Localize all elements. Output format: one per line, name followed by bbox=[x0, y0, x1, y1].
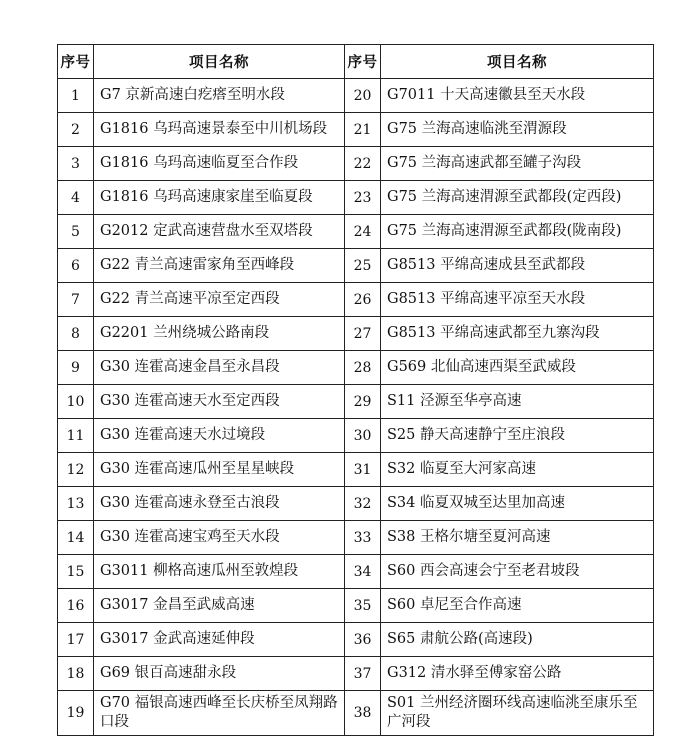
project-name-left: G2012 定武高速营盘水至双塔段 bbox=[94, 215, 345, 249]
row-number-right: 36 bbox=[345, 623, 381, 657]
row-number-left: 11 bbox=[58, 419, 94, 453]
table-row bbox=[58, 453, 654, 487]
row-number-right: 20 bbox=[345, 79, 381, 113]
row-number-left: 8 bbox=[58, 317, 94, 351]
table-row bbox=[58, 215, 654, 249]
row-number-left: 1 bbox=[58, 79, 94, 113]
row-number-left: 12 bbox=[58, 453, 94, 487]
row-number-right: 32 bbox=[345, 487, 381, 521]
project-name-right: S25 静天高速静宁至庄浪段 bbox=[381, 419, 654, 453]
project-name-left: G30 连霍高速天水过境段 bbox=[94, 419, 345, 453]
header-name-left: 项目名称 bbox=[94, 45, 345, 79]
project-name-right: G7011 十天高速徽县至天水段 bbox=[381, 79, 654, 113]
table-row bbox=[58, 79, 654, 113]
project-name-left: G2201 兰州绕城公路南段 bbox=[94, 317, 345, 351]
project-name-left: G1816 乌玛高速景泰至中川机场段 bbox=[94, 113, 345, 147]
table-row bbox=[58, 691, 654, 736]
row-number-right: 33 bbox=[345, 521, 381, 555]
table-row bbox=[58, 317, 654, 351]
project-name-right: S60 西会高速会宁至老君坡段 bbox=[381, 555, 654, 589]
row-number-left: 19 bbox=[58, 691, 94, 736]
project-name-right: S38 王格尔塘至夏河高速 bbox=[381, 521, 654, 555]
row-number-left: 3 bbox=[58, 147, 94, 181]
row-number-right: 28 bbox=[345, 351, 381, 385]
table-row bbox=[58, 487, 654, 521]
table-row bbox=[58, 283, 654, 317]
row-number-left: 10 bbox=[58, 385, 94, 419]
table-row bbox=[58, 249, 654, 283]
row-number-left: 6 bbox=[58, 249, 94, 283]
row-number-right: 29 bbox=[345, 385, 381, 419]
header-seq-left: 序号 bbox=[58, 45, 94, 79]
project-name-left: G70 福银高速西峰至长庆桥至凤翔路口段 bbox=[94, 691, 345, 736]
project-name-right: S34 临夏双城至达里加高速 bbox=[381, 487, 654, 521]
row-number-right: 30 bbox=[345, 419, 381, 453]
header-seq-right: 序号 bbox=[345, 45, 381, 79]
project-name-left: G30 连霍高速金昌至永昌段 bbox=[94, 351, 345, 385]
row-number-right: 37 bbox=[345, 657, 381, 691]
header-name-right: 项目名称 bbox=[381, 45, 654, 79]
table-row bbox=[58, 623, 654, 657]
row-number-right: 27 bbox=[345, 317, 381, 351]
row-number-right: 21 bbox=[345, 113, 381, 147]
row-number-left: 5 bbox=[58, 215, 94, 249]
project-name-right: G75 兰海高速渭源至武都段(陇南段) bbox=[381, 215, 654, 249]
row-number-left: 16 bbox=[58, 589, 94, 623]
project-name-right: G8513 平绵高速成县至武都段 bbox=[381, 249, 654, 283]
table-row bbox=[58, 589, 654, 623]
project-list-table bbox=[57, 44, 654, 736]
row-number-left: 17 bbox=[58, 623, 94, 657]
project-name-right: G312 清水驿至傅家窑公路 bbox=[381, 657, 654, 691]
table-body bbox=[58, 79, 654, 736]
project-name-left: G3011 柳格高速瓜州至敦煌段 bbox=[94, 555, 345, 589]
project-name-right: G569 北仙高速西渠至武威段 bbox=[381, 351, 654, 385]
project-name-left: G1816 乌玛高速康家崖至临夏段 bbox=[94, 181, 345, 215]
table-row bbox=[58, 657, 654, 691]
row-number-left: 13 bbox=[58, 487, 94, 521]
table-row bbox=[58, 147, 654, 181]
row-number-right: 22 bbox=[345, 147, 381, 181]
table-row bbox=[58, 385, 654, 419]
row-number-left: 18 bbox=[58, 657, 94, 691]
row-number-left: 2 bbox=[58, 113, 94, 147]
project-name-left: G1816 乌玛高速临夏至合作段 bbox=[94, 147, 345, 181]
table-row bbox=[58, 419, 654, 453]
row-number-right: 35 bbox=[345, 589, 381, 623]
project-name-right: S60 卓尼至合作高速 bbox=[381, 589, 654, 623]
project-name-left: G30 连霍高速宝鸡至天水段 bbox=[94, 521, 345, 555]
row-number-left: 4 bbox=[58, 181, 94, 215]
row-number-right: 38 bbox=[345, 691, 381, 736]
table-row bbox=[58, 555, 654, 589]
project-name-left: G30 连霍高速永登至古浪段 bbox=[94, 487, 345, 521]
table-row bbox=[58, 113, 654, 147]
project-name-left: G3017 金昌至武威高速 bbox=[94, 589, 345, 623]
table-row bbox=[58, 351, 654, 385]
project-name-right: G8513 平绵高速平凉至天水段 bbox=[381, 283, 654, 317]
row-number-left: 7 bbox=[58, 283, 94, 317]
project-name-left: G7 京新高速白疙瘩至明水段 bbox=[94, 79, 345, 113]
project-name-left: G30 连霍高速瓜州至星星峡段 bbox=[94, 453, 345, 487]
project-name-right: G75 兰海高速武都至罐子沟段 bbox=[381, 147, 654, 181]
project-name-right: S32 临夏至大河家高速 bbox=[381, 453, 654, 487]
table-row bbox=[58, 181, 654, 215]
row-number-right: 26 bbox=[345, 283, 381, 317]
row-number-left: 15 bbox=[58, 555, 94, 589]
row-number-left: 9 bbox=[58, 351, 94, 385]
row-number-left: 14 bbox=[58, 521, 94, 555]
project-name-right: G8513 平绵高速武都至九寨沟段 bbox=[381, 317, 654, 351]
table-header-row bbox=[58, 45, 654, 79]
table-row bbox=[58, 521, 654, 555]
project-name-right: G75 兰海高速临洮至渭源段 bbox=[381, 113, 654, 147]
project-name-right: S65 肃航公路(高速段) bbox=[381, 623, 654, 657]
project-name-left: G22 青兰高速平凉至定西段 bbox=[94, 283, 345, 317]
project-name-left: G3017 金武高速延伸段 bbox=[94, 623, 345, 657]
project-name-left: G30 连霍高速天水至定西段 bbox=[94, 385, 345, 419]
row-number-right: 34 bbox=[345, 555, 381, 589]
row-number-right: 23 bbox=[345, 181, 381, 215]
project-name-right: G75 兰海高速渭源至武都段(定西段) bbox=[381, 181, 654, 215]
project-name-left: G69 银百高速甜永段 bbox=[94, 657, 345, 691]
row-number-right: 25 bbox=[345, 249, 381, 283]
project-name-right: S11 泾源至华亭高速 bbox=[381, 385, 654, 419]
row-number-right: 24 bbox=[345, 215, 381, 249]
row-number-right: 31 bbox=[345, 453, 381, 487]
project-name-left: G22 青兰高速雷家角至西峰段 bbox=[94, 249, 345, 283]
project-name-right: S01 兰州经济圈环线高速临洮至康乐至广河段 bbox=[381, 691, 654, 736]
